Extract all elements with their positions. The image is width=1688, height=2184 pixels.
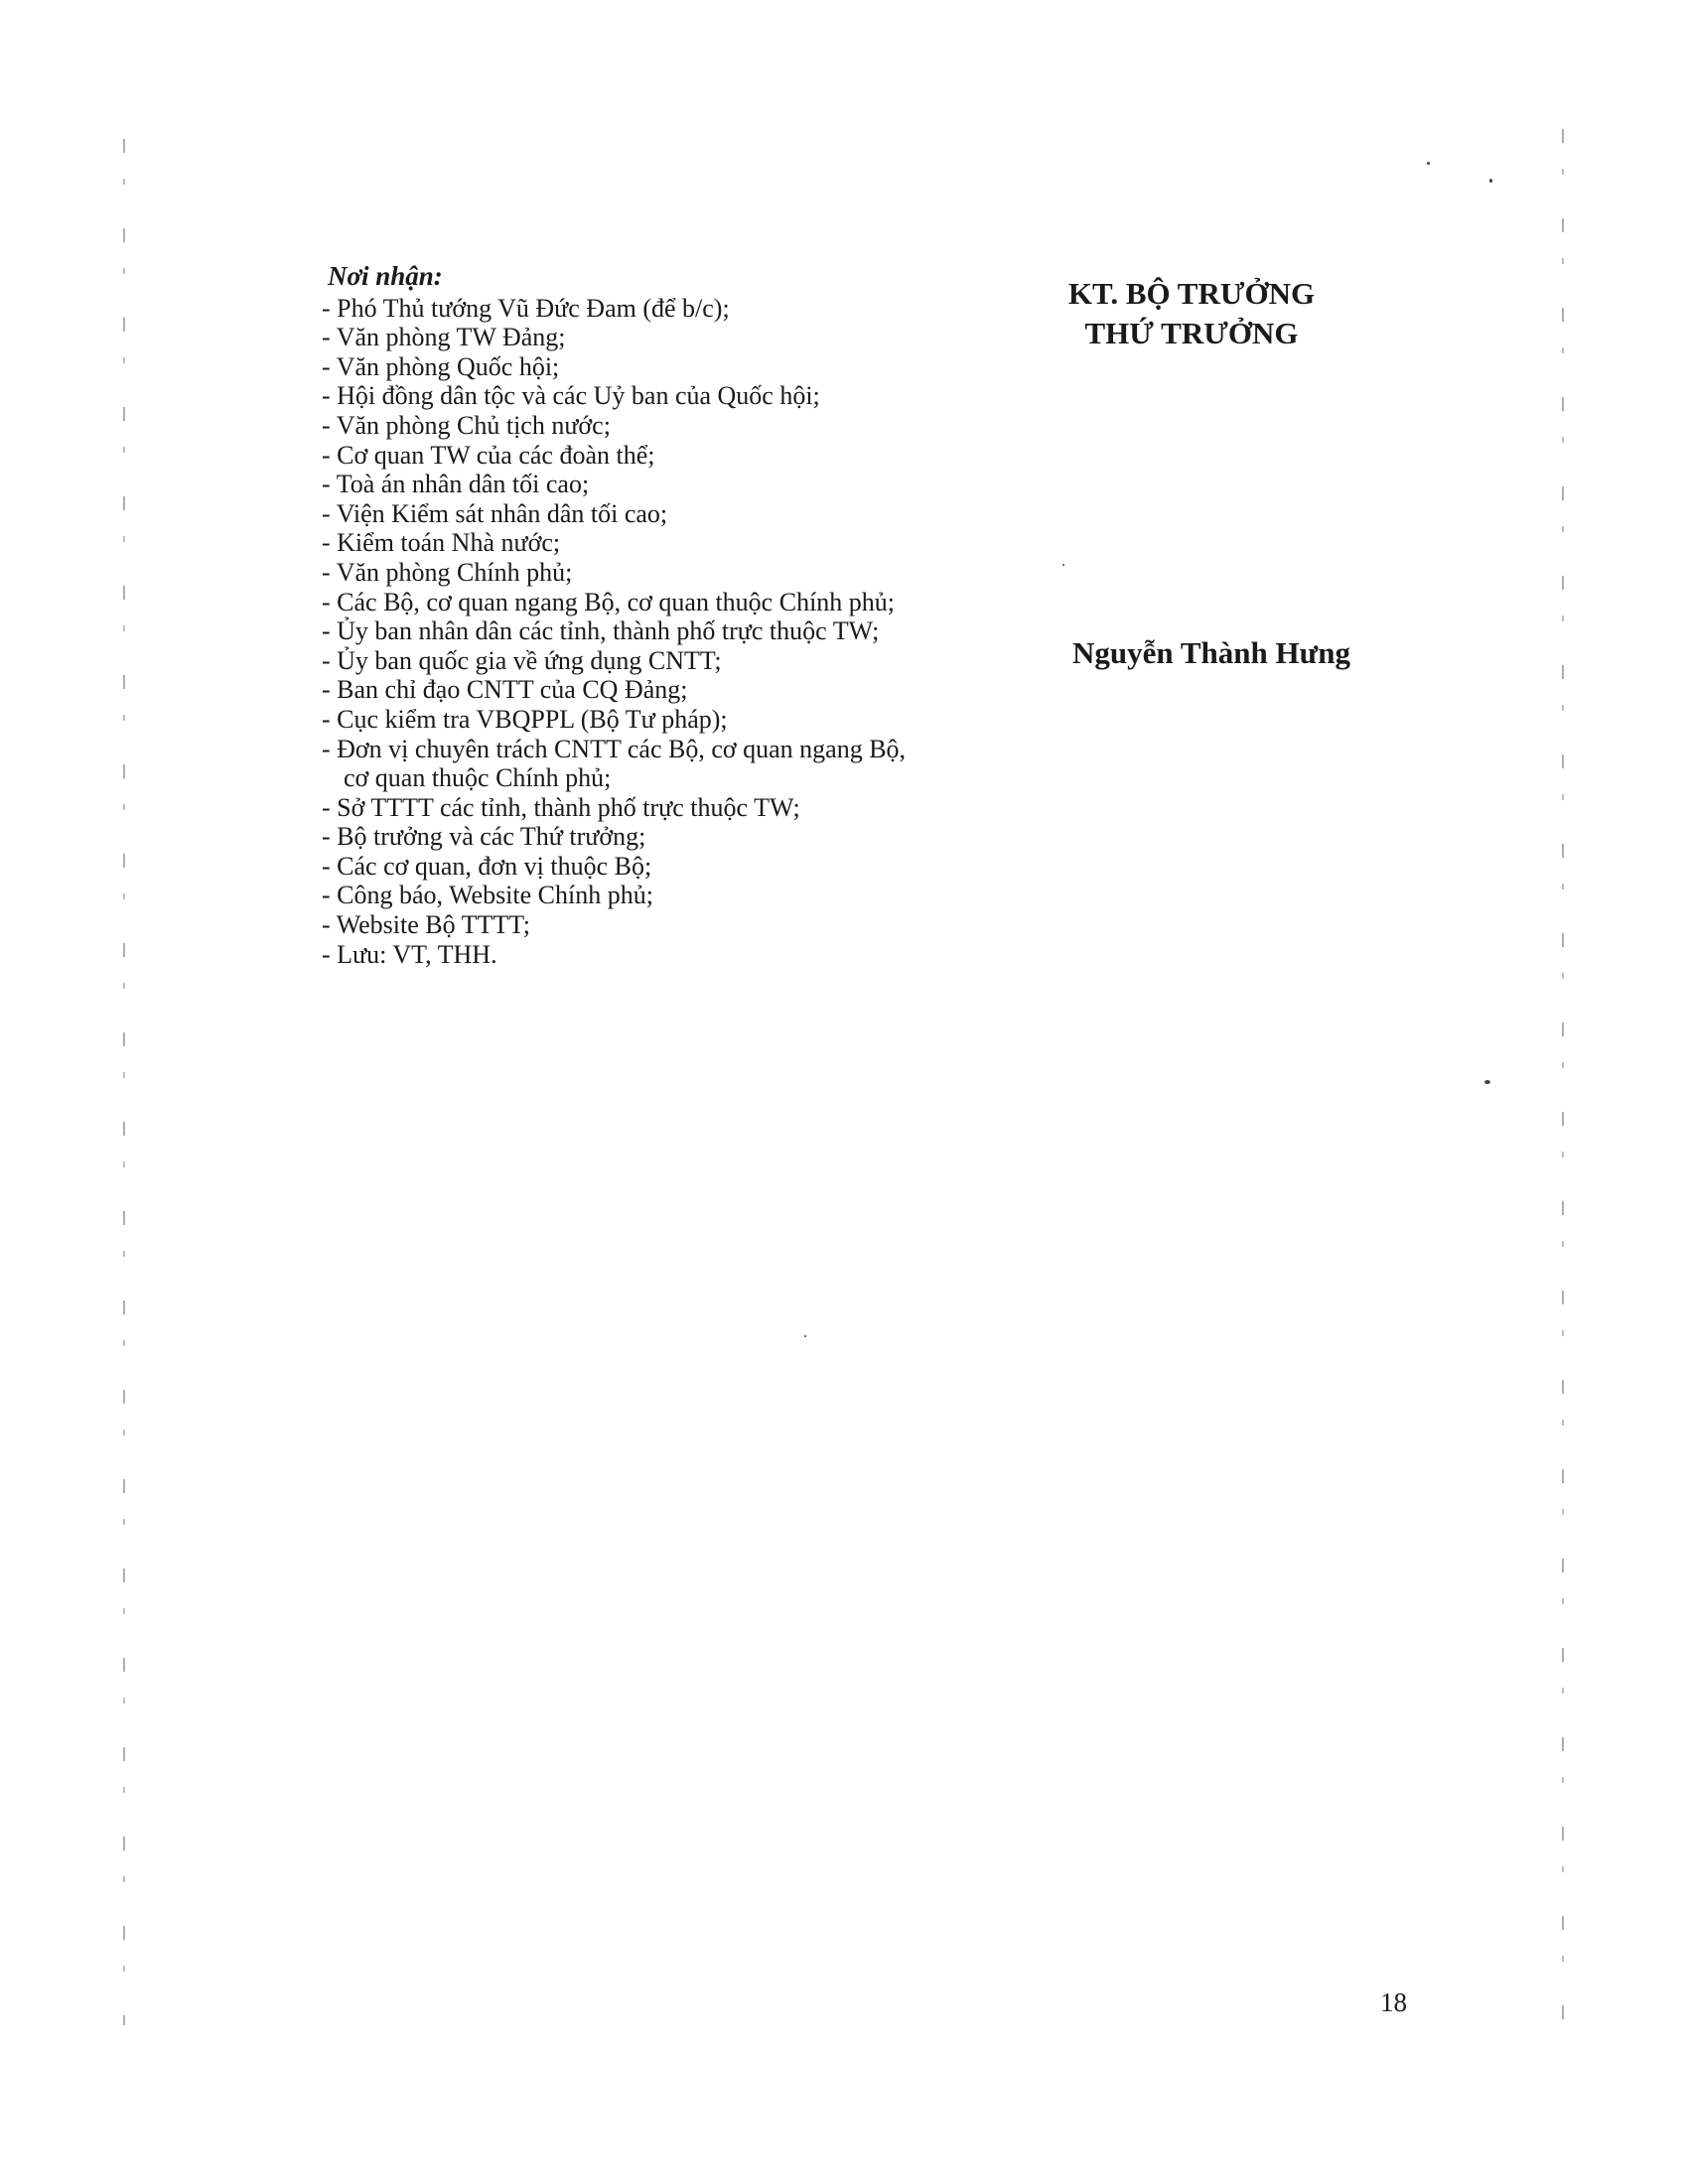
- recipient-item: - Văn phòng Chủ tịch nước;: [322, 410, 611, 440]
- recipient-item-continuation: [322, 763, 957, 793]
- recipient-item: - Cơ quan TW của các đoàn thể;: [322, 440, 655, 470]
- recipient-item: - Văn phòng Quốc hội;: [322, 351, 560, 381]
- recipient-item: - Đơn vị chuyên trách CNTT các Bộ, cơ quan ngang Bộ,: [322, 734, 907, 763]
- scan-speck: [1484, 1080, 1490, 1084]
- scan-speck: [1489, 179, 1492, 183]
- signature-title-line2: THỨ TRƯỞNG: [1084, 316, 1299, 350]
- recipient-item: - Văn phòng TW Đảng;: [322, 323, 566, 352]
- recipient-item: - Ủy ban nhân dân các tỉnh, thành phố trực thuộc TW;: [322, 616, 880, 646]
- recipient-item: - Bộ trưởng và các Thứ trưởng;: [322, 822, 646, 852]
- recipient-item: - Lưu: VT, THH.: [322, 939, 497, 969]
- recipients-block: [322, 262, 957, 969]
- recipient-item: - Toà án nhân dân tối cao;: [322, 470, 590, 499]
- scan-speck: [1062, 564, 1064, 566]
- scan-speck: [804, 1335, 806, 1337]
- recipients-list: [322, 294, 957, 970]
- signature-block: [993, 274, 1390, 353]
- recipient-item: - Sở TTTT các tỉnh, thành phố trực thuộc TW;: [322, 792, 800, 822]
- recipient-item: - Hội đồng dân tộc và các Uỷ ban của Quốc hội;: [322, 381, 820, 411]
- recipient-item: - Website Bộ TTTT;: [322, 910, 530, 940]
- recipient-item: - Viện Kiểm sát nhân dân tối cao;: [322, 498, 668, 528]
- page-number: 18: [1380, 1987, 1407, 2017]
- recipient-item: - Các cơ quan, đơn vị thuộc Bộ;: [322, 851, 652, 881]
- recipient-item: - Kiểm toán Nhà nước;: [322, 528, 561, 558]
- scan-edge-left: [123, 139, 125, 2025]
- recipient-item: - Công báo, Website Chính phủ;: [322, 881, 653, 910]
- recipient-item: - Ban chỉ đạo CNTT của CQ Đảng;: [322, 675, 688, 705]
- scan-edge-right: [1562, 129, 1564, 2045]
- recipient-item: - Ủy ban quốc gia về ứng dụng CNTT;: [322, 645, 722, 675]
- recipient-continuation-text: cơ quan thuộc Chính phủ;: [344, 763, 612, 793]
- scan-speck: [1427, 162, 1430, 165]
- recipient-item: - Văn phòng Chính phủ;: [322, 557, 573, 587]
- recipient-item: - Cục kiểm tra VBQPPL (Bộ Tư pháp);: [322, 704, 728, 734]
- signer-name: Nguyễn Thành Hưng: [1072, 635, 1350, 670]
- recipient-item: - Các Bộ, cơ quan ngang Bộ, cơ quan thuộc Chính phủ;: [322, 587, 896, 616]
- recipients-heading: Nơi nhận:: [328, 261, 443, 291]
- signature-title-line1: KT. BỘ TRƯỞNG: [1067, 276, 1316, 311]
- recipient-item: - Phó Thủ tướng Vũ Đức Đam (để b/c);: [322, 293, 730, 323]
